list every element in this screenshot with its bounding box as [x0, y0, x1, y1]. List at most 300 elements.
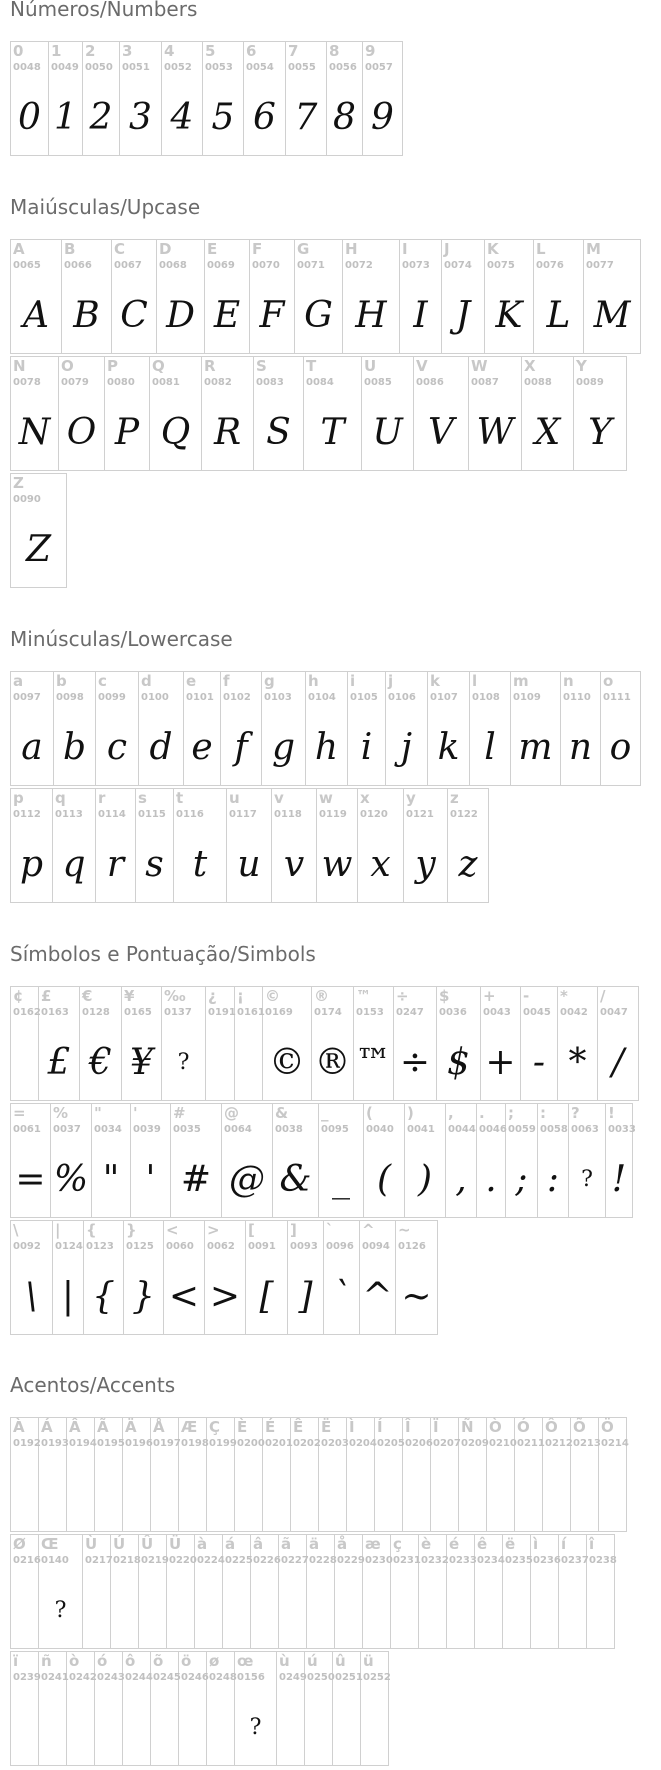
glyph-label: Â: [69, 1418, 81, 1436]
glyph-label: ;: [508, 1104, 514, 1122]
glyph-code: 0089: [576, 377, 604, 388]
glyph-label: +: [483, 987, 496, 1005]
glyph-cell: [442, 239, 485, 354]
glyph-label: Ó: [517, 1418, 530, 1436]
glyph-code: 0078: [13, 377, 41, 388]
glyph-cell: [477, 1103, 506, 1218]
glyph-code: 0210: [489, 1438, 517, 1449]
glyph-code: 0229: [337, 1555, 365, 1566]
glyph-sample: `: [332, 1275, 351, 1317]
glyph-code: 0125: [126, 1241, 154, 1252]
glyph-label: h: [308, 672, 319, 690]
glyph-label: M: [586, 240, 601, 258]
glyph-sample: &: [279, 1158, 312, 1200]
glyph-label: I: [402, 240, 408, 258]
glyph-sample: ': [145, 1158, 156, 1200]
glyph-label: K: [487, 240, 499, 258]
glyph-cell: [324, 1220, 360, 1335]
glyph-cell: [487, 1417, 515, 1532]
glyph-label: x: [360, 789, 370, 807]
glyph-code: 0218: [113, 1555, 141, 1566]
glyph-label: N: [13, 357, 26, 375]
glyph-cell: [83, 1534, 111, 1649]
glyph-sample: [447, 1575, 474, 1645]
glyph-code: 0063: [571, 1124, 599, 1135]
glyph-sample: [: [259, 1275, 274, 1317]
glyph-label: Ö: [601, 1418, 614, 1436]
glyph-label: ‰: [164, 987, 186, 1005]
glyph-sample: [459, 1458, 486, 1528]
glyph-cell: [522, 356, 574, 471]
glyph-cell: [11, 1534, 39, 1649]
glyph-sample: i: [360, 726, 373, 768]
glyph-sample: €: [89, 1041, 112, 1083]
glyph-label: á: [225, 1535, 236, 1553]
glyph-code: 0203: [321, 1438, 349, 1449]
glyph-code: 0088: [524, 377, 552, 388]
glyph-cell: [574, 356, 627, 471]
glyph-cell: [279, 1534, 307, 1649]
glyph-cell: [223, 1534, 251, 1649]
glyph-sample: :: [546, 1158, 560, 1200]
glyph-label: ?: [571, 1104, 580, 1122]
glyph-code: 0060: [166, 1241, 194, 1252]
glyph-code: 0066: [64, 260, 92, 271]
glyph-code: 0043: [483, 1007, 511, 1018]
glyph-cell: [11, 1220, 53, 1335]
glyph-cell: [273, 1103, 319, 1218]
glyph-cell: [601, 671, 641, 786]
glyph-cell: [205, 239, 250, 354]
glyph-label: ü: [363, 1652, 374, 1670]
glyph-sample: 3: [129, 96, 152, 138]
glyph-label: Ú: [113, 1535, 126, 1553]
glyph-sample: p: [19, 843, 44, 885]
glyph-label: õ: [153, 1652, 164, 1670]
glyph-code: 0100: [141, 692, 169, 703]
glyph-code: 0058: [540, 1124, 568, 1135]
glyph-code: 0050: [85, 62, 113, 73]
glyph-sample: >: [209, 1275, 241, 1317]
glyph-cell: [317, 788, 358, 903]
section-title-minusculas-lowercase: Minúsculas/Lowercase: [10, 627, 233, 651]
glyph-sample: u: [237, 843, 261, 885]
glyph-sample: .: [485, 1158, 497, 1200]
glyph-cell: [414, 356, 469, 471]
glyph-sample: K: [495, 294, 523, 336]
glyph-code: 0069: [207, 260, 235, 271]
glyph-cell: [227, 788, 272, 903]
glyph-code: 0117: [229, 809, 257, 820]
glyph-code: 0051: [122, 62, 150, 73]
glyph-code: 0161: [237, 1007, 265, 1018]
glyph-label: /: [600, 987, 606, 1005]
glyph-cell: [403, 1417, 431, 1532]
glyph-sample: [83, 1575, 110, 1645]
glyph-code: 0062: [207, 1241, 235, 1252]
glyph-label: Ë: [321, 1418, 332, 1436]
glyph-sample: %: [53, 1158, 89, 1200]
glyph-label: }: [126, 1221, 137, 1239]
glyph-sample: 8: [333, 96, 356, 138]
glyph-sample: [361, 1692, 388, 1762]
glyph-sample: 1: [54, 96, 77, 138]
glyph-sample: ): [417, 1158, 433, 1200]
glyph-sample: 9: [371, 96, 394, 138]
glyph-sample: A: [23, 294, 49, 336]
glyph-code: 0227: [281, 1555, 309, 1566]
glyph-cell: [506, 1103, 538, 1218]
glyph-label: E: [207, 240, 218, 258]
glyph-label: |: [55, 1221, 61, 1239]
glyph-sample: S: [266, 411, 291, 453]
glyph-cell: [179, 1417, 207, 1532]
glyph-cell: [531, 1534, 559, 1649]
glyph-cell: [105, 356, 150, 471]
glyph-sample: T: [320, 411, 345, 453]
glyph-label: H: [345, 240, 358, 258]
glyph-code: 0198: [181, 1438, 209, 1449]
glyph-sample: ?: [54, 1597, 67, 1623]
glyph-code: 0081: [152, 377, 180, 388]
glyph-code: 0047: [600, 1007, 628, 1018]
glyph-label: ò: [69, 1652, 80, 1670]
glyph-sample: 4: [170, 96, 194, 138]
glyph-code: 0250: [307, 1672, 335, 1683]
glyph-code: 0111: [603, 692, 631, 703]
glyph-label: è: [421, 1535, 432, 1553]
glyph-label: G: [297, 240, 310, 258]
glyph-label: k: [430, 672, 440, 690]
glyph-label: ñ: [41, 1652, 52, 1670]
glyph-code: 0122: [450, 809, 478, 820]
glyph-code: 0048: [13, 62, 41, 73]
glyph-label: 9: [365, 42, 376, 60]
glyph-code: 0082: [204, 377, 232, 388]
glyph-code: 0053: [205, 62, 233, 73]
glyph-row: [10, 1220, 438, 1335]
glyph-sample: [431, 1458, 458, 1528]
glyph-cell: [569, 1103, 606, 1218]
glyph-cell: [400, 239, 442, 354]
glyph-row: [10, 986, 639, 1101]
glyph-cell: [459, 1417, 487, 1532]
glyph-sample: ©: [269, 1041, 305, 1083]
glyph-cell: [11, 1651, 39, 1766]
glyph-sample: [11, 1575, 38, 1645]
glyph-sample: f: [234, 726, 248, 768]
glyph-sample: [391, 1575, 418, 1645]
glyph-code: 0042: [560, 1007, 588, 1018]
glyph-label: Ï: [433, 1418, 439, 1436]
glyph-code: 0093: [290, 1241, 318, 1252]
glyph-cell: [59, 356, 105, 471]
glyph-sample: [111, 1575, 138, 1645]
glyph-cell: [11, 986, 39, 1101]
glyph-cell: [54, 671, 96, 786]
glyph-code: 0036: [439, 1007, 467, 1018]
glyph-label: ™: [356, 987, 371, 1005]
glyph-cell: [162, 986, 206, 1101]
glyph-sample: [291, 1458, 318, 1528]
glyph-sample: 0: [18, 96, 41, 138]
glyph-sample: [151, 1458, 178, 1528]
glyph-sample: 7: [294, 96, 318, 138]
glyph-sample: [39, 1692, 66, 1762]
glyph-label: ã: [281, 1535, 292, 1553]
glyph-label: v: [274, 789, 284, 807]
glyph-code: 0114: [98, 809, 126, 820]
glyph-code: 0046: [479, 1124, 507, 1135]
glyph-sample: q: [62, 843, 86, 885]
glyph-cell: [396, 1220, 438, 1335]
glyph-row: [10, 473, 67, 588]
glyph-code: 0041: [407, 1124, 435, 1135]
glyph-cell: [286, 41, 327, 156]
glyph-code: 0153: [356, 1007, 384, 1018]
glyph-sample: N: [18, 411, 51, 453]
glyph-label: =: [13, 1104, 26, 1122]
glyph-sample: W: [476, 411, 514, 453]
glyph-code: 0225: [225, 1555, 253, 1566]
glyph-code: 0084: [306, 377, 334, 388]
glyph-label: ö: [181, 1652, 192, 1670]
glyph-sample: H: [355, 294, 387, 336]
glyph-label: g: [264, 672, 275, 690]
glyph-cell: [123, 1651, 151, 1766]
glyph-cell: [521, 986, 558, 1101]
glyph-code: 0079: [61, 377, 89, 388]
glyph-sample: s: [145, 843, 164, 885]
glyph-code: 0033: [608, 1124, 636, 1135]
glyph-label: m: [513, 672, 529, 690]
glyph-label: P: [107, 357, 118, 375]
glyph-code: 0074: [444, 260, 472, 271]
glyph-cell: [305, 1651, 333, 1766]
glyph-sample: =: [15, 1158, 46, 1200]
glyph-cell: [584, 239, 641, 354]
glyph-cell: [174, 788, 227, 903]
glyph-sample: e: [191, 726, 213, 768]
glyph-cell: [39, 1534, 83, 1649]
glyph-label: A: [13, 240, 25, 258]
glyph-sample: J: [455, 294, 471, 336]
glyph-code: 0077: [586, 260, 614, 271]
glyph-label: ': [133, 1104, 138, 1122]
glyph-code: 0102: [223, 692, 251, 703]
glyph-label: >: [207, 1221, 220, 1239]
glyph-label: Ì: [349, 1418, 355, 1436]
glyph-code: 0098: [56, 692, 84, 703]
glyph-code: 0103: [264, 692, 292, 703]
glyph-label: æ: [365, 1535, 381, 1553]
glyph-cell: [195, 1534, 223, 1649]
glyph-label: j: [388, 672, 394, 690]
glyph-sample: ™: [355, 1041, 392, 1083]
glyph-sample: [543, 1458, 570, 1528]
glyph-cell: [139, 671, 184, 786]
glyph-sample: M: [593, 294, 631, 336]
glyph-code: 0056: [329, 62, 357, 73]
glyph-label: 7: [288, 42, 299, 60]
glyph-label: ¡: [237, 987, 244, 1005]
glyph-sample: h: [314, 726, 339, 768]
glyph-code: 0191: [208, 1007, 236, 1018]
glyph-code: 0214: [601, 1438, 629, 1449]
glyph-sample: [235, 1458, 262, 1528]
section-title-numeros-numbers: Números/Numbers: [10, 0, 198, 21]
glyph-cell: [122, 986, 162, 1101]
glyph-sample: [39, 1458, 66, 1528]
glyph-code: 0234: [477, 1555, 505, 1566]
glyph-cell: [327, 41, 363, 156]
glyph-code: 0197: [153, 1438, 181, 1449]
glyph-cell: [67, 1651, 95, 1766]
glyph-code: 0238: [589, 1555, 617, 1566]
glyph-code: 0076: [536, 260, 564, 271]
glyph-label: d: [141, 672, 152, 690]
glyph-label: ¢: [13, 987, 24, 1005]
glyph-code: 0105: [350, 692, 378, 703]
glyph-cell: [606, 1103, 636, 1218]
glyph-sample: C: [120, 294, 148, 336]
glyph-code: 0120: [360, 809, 388, 820]
glyph-sample: [277, 1692, 304, 1762]
glyph-row: [10, 671, 641, 786]
glyph-sample: \: [25, 1275, 38, 1317]
glyph-cell: [11, 239, 62, 354]
glyph-sample: <: [168, 1275, 200, 1317]
glyph-label: w: [319, 789, 333, 807]
glyph-sample: [419, 1575, 446, 1645]
glyph-label: ê: [477, 1535, 488, 1553]
glyph-sample: b: [62, 726, 87, 768]
glyph-row: [10, 788, 489, 903]
glyph-label: B: [64, 240, 76, 258]
glyph-code: 0106: [388, 692, 416, 703]
glyph-cell: [511, 671, 561, 786]
glyph-cell: [11, 41, 49, 156]
glyph-label: ^: [362, 1221, 375, 1239]
glyph-sample: P: [114, 411, 140, 453]
glyph-sample: t: [192, 843, 208, 885]
glyph-cell: [151, 1417, 179, 1532]
glyph-cell: [124, 1220, 164, 1335]
glyph-cell: [469, 356, 522, 471]
glyph-sample: [559, 1575, 586, 1645]
glyph-label: 8: [329, 42, 340, 60]
glyph-code: 0243: [97, 1672, 125, 1683]
glyph-code: 0080: [107, 377, 135, 388]
glyph-cell: [534, 239, 584, 354]
glyph-sample: !: [611, 1158, 627, 1200]
glyph-sample: ]: [298, 1275, 313, 1317]
glyph-sample: n: [568, 726, 593, 768]
glyph-sample: ®: [314, 1041, 351, 1083]
glyph-label: Q: [152, 357, 165, 375]
glyph-sample: /: [611, 1041, 625, 1083]
glyph-cell: [363, 1534, 391, 1649]
glyph-code: 0045: [523, 1007, 551, 1018]
glyph-cell: [111, 1534, 139, 1649]
glyph-label: S: [256, 357, 267, 375]
glyph-label: ó: [97, 1652, 108, 1670]
glyph-label: Ç: [209, 1418, 221, 1436]
glyph-code: 0121: [406, 809, 434, 820]
glyph-label: y: [406, 789, 416, 807]
glyph-sample: v: [283, 843, 305, 885]
glyph-label: C: [114, 240, 126, 258]
glyph-sample: [195, 1575, 222, 1645]
glyph-sample: [333, 1692, 360, 1762]
glyph-cell: [222, 1103, 273, 1218]
glyph-label: Ñ: [461, 1418, 474, 1436]
glyph-row: [10, 239, 641, 354]
glyph-code: 0233: [449, 1555, 477, 1566]
glyph-sample: [11, 1027, 38, 1097]
glyph-code: 0092: [13, 1241, 41, 1252]
glyph-cell: [250, 239, 295, 354]
glyph-sample: [307, 1575, 334, 1645]
glyph-label: q: [55, 789, 66, 807]
glyph-code: 0206: [405, 1438, 433, 1449]
glyph-cell: [571, 1417, 599, 1532]
glyph-label: Î: [405, 1418, 411, 1436]
glyph-code: 0220: [169, 1555, 197, 1566]
glyph-code: 0174: [314, 1007, 342, 1018]
glyph-label: T: [306, 357, 317, 375]
glyph-sample: [167, 1575, 194, 1645]
glyph-cell: [112, 239, 157, 354]
glyph-code: 0248: [209, 1672, 237, 1683]
glyph-label: _: [321, 1104, 329, 1122]
glyph-label: {: [86, 1221, 97, 1239]
glyph-cell: [358, 788, 404, 903]
glyph-label: à: [197, 1535, 208, 1553]
glyph-cell: [404, 788, 448, 903]
glyph-cell: [246, 1220, 288, 1335]
glyph-cell: [481, 986, 521, 1101]
glyph-code: 0055: [288, 62, 316, 73]
glyph-code: 0195: [97, 1438, 125, 1449]
glyph-code: 0035: [173, 1124, 201, 1135]
glyph-code: 0200: [237, 1438, 265, 1449]
glyph-code: 0140: [41, 1555, 69, 1566]
glyph-sample: [11, 1458, 38, 1528]
glyph-cell: [53, 788, 96, 903]
glyph-code: 0204: [349, 1438, 377, 1449]
glyph-code: 0244: [125, 1672, 153, 1683]
glyph-label: \: [13, 1221, 19, 1239]
glyph-sample: [347, 1458, 374, 1528]
glyph-cell: [150, 356, 202, 471]
glyph-cell: [437, 986, 481, 1101]
glyph-code: 0212: [545, 1438, 573, 1449]
section-title-maiusculas-upcase: Maiúsculas/Upcase: [10, 195, 201, 219]
glyph-label: a: [13, 672, 24, 690]
glyph-label: û: [335, 1652, 346, 1670]
glyph-code: 0059: [508, 1124, 536, 1135]
glyph-cell: [83, 41, 120, 156]
glyph-label: 6: [246, 42, 257, 60]
glyph-label: z: [450, 789, 459, 807]
glyph-sample: ?: [249, 1714, 262, 1740]
glyph-label: &: [275, 1104, 289, 1122]
glyph-code: 0128: [82, 1007, 110, 1018]
glyph-code: 0207: [433, 1438, 461, 1449]
glyph-sample: [67, 1692, 94, 1762]
glyph-code: 0119: [319, 809, 347, 820]
